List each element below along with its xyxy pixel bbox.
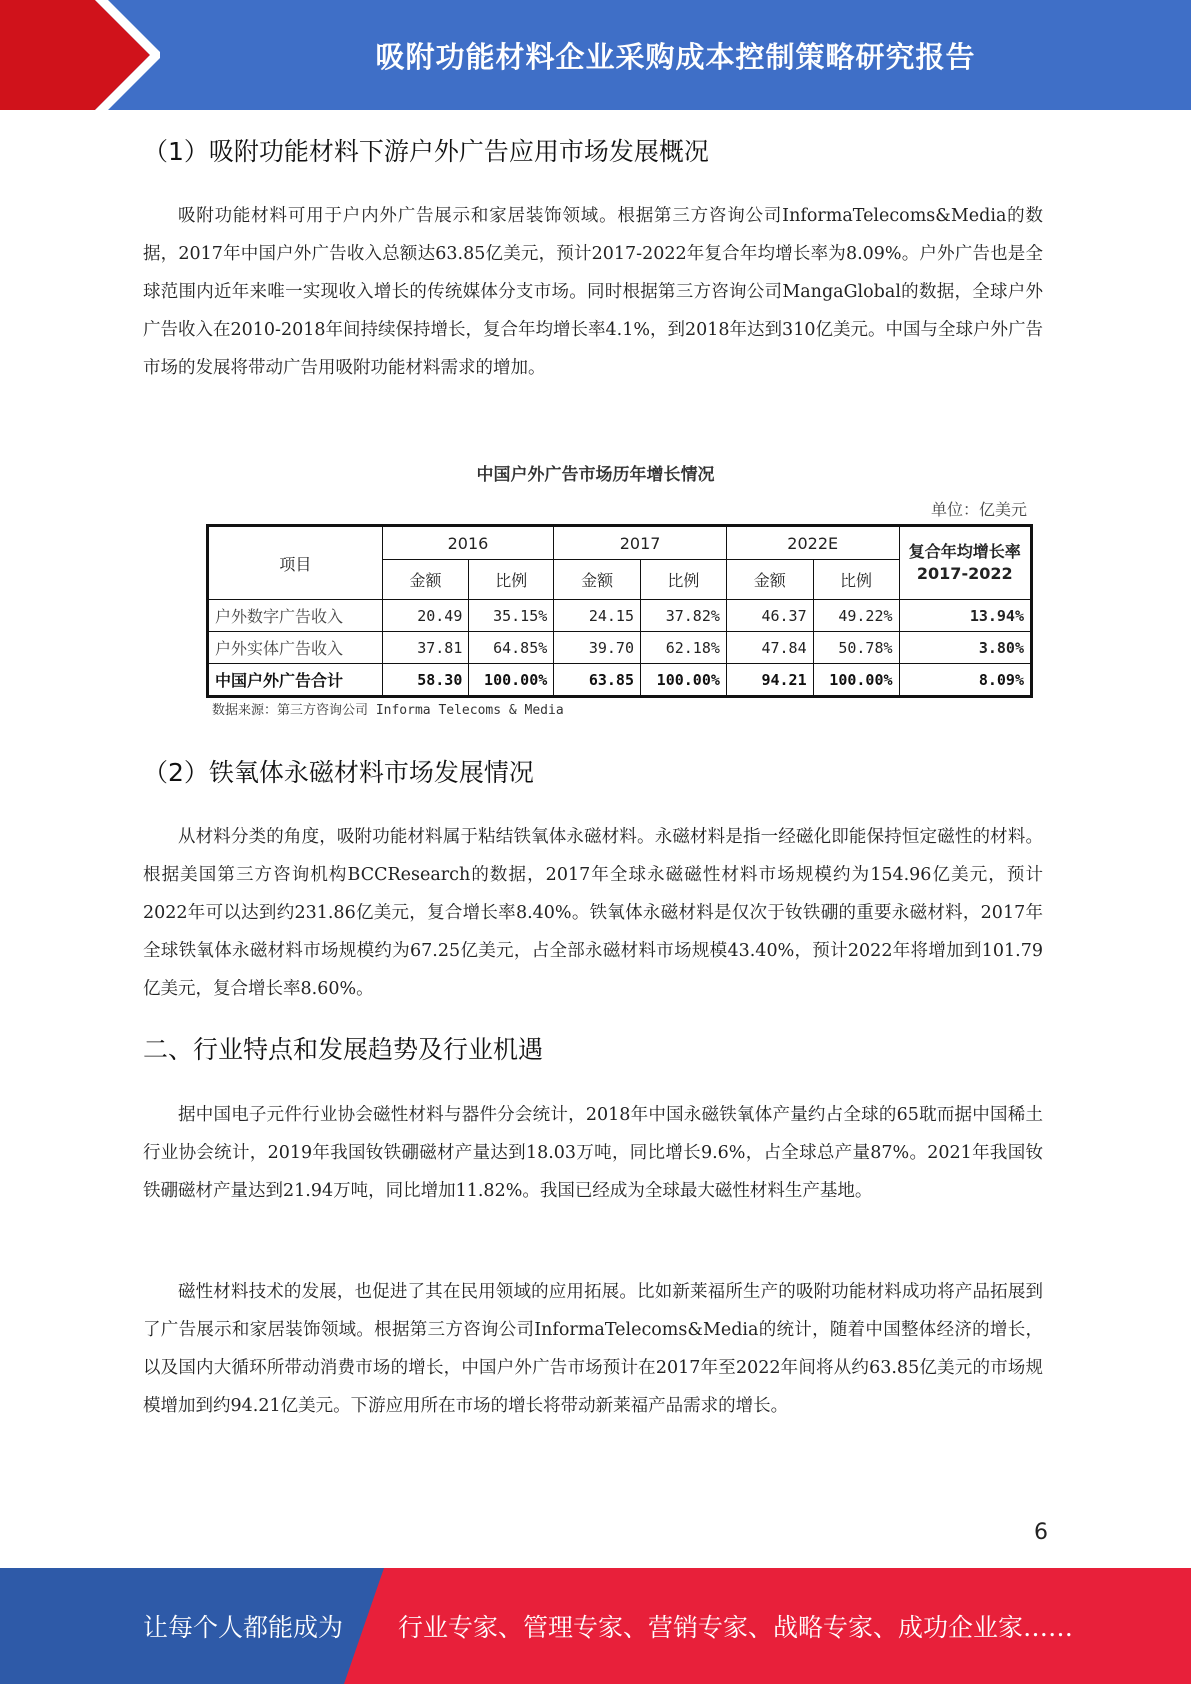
table-unit: 单位：亿美元 bbox=[930, 500, 1027, 519]
cell-amount: 24.15 bbox=[554, 600, 641, 632]
cell-cagr: 8.09% bbox=[899, 664, 1031, 697]
sub-amount: 金额 bbox=[726, 560, 813, 600]
cell-ratio: 49.22% bbox=[813, 600, 899, 632]
table-row bbox=[208, 632, 1032, 664]
footer-slogan-left: 让每个人都能成为 bbox=[143, 1613, 344, 1642]
sub-ratio: 比例 bbox=[813, 560, 899, 600]
section1-heading: （1）吸附功能材料下游户外广告应用市场发展概况 bbox=[143, 137, 709, 166]
cell-ratio: 62.18% bbox=[640, 632, 726, 664]
cell-amount: 94.21 bbox=[726, 664, 813, 697]
cell-cagr: 13.94% bbox=[899, 600, 1031, 632]
cell-ratio: 100.00% bbox=[469, 664, 554, 697]
header-year-2016: 2016 bbox=[382, 526, 554, 560]
header-year-2017: 2017 bbox=[554, 526, 727, 560]
cell-ratio: 64.85% bbox=[469, 632, 554, 664]
table-row-total bbox=[208, 664, 1032, 697]
cell-cagr: 3.80% bbox=[899, 632, 1031, 664]
table-row bbox=[208, 600, 1032, 632]
page-header bbox=[0, 0, 1191, 110]
header-cagr-period: 2017-2022 bbox=[916, 564, 1013, 583]
sub-amount: 金额 bbox=[554, 560, 641, 600]
header-cagr-label: 复合年均增长率 bbox=[908, 542, 1021, 561]
cell-amount: 20.49 bbox=[382, 600, 469, 632]
cell-amount: 37.81 bbox=[382, 632, 469, 664]
table-title: 中国户外广告市场历年增长情况 bbox=[476, 465, 715, 485]
sub-ratio: 比例 bbox=[640, 560, 726, 600]
header-chevron-icon bbox=[0, 0, 160, 110]
page-footer bbox=[0, 1568, 1191, 1684]
cell-amount: 46.37 bbox=[726, 600, 813, 632]
row-label: 中国户外广告合计 bbox=[208, 664, 383, 697]
cell-amount: 63.85 bbox=[554, 664, 641, 697]
cell-ratio: 50.78% bbox=[813, 632, 899, 664]
table-source: 数据来源：第三方咨询公司 Informa Telecoms & Media bbox=[212, 703, 564, 718]
section3-heading: 二、行业特点和发展趋势及行业机遇 bbox=[143, 1035, 544, 1064]
section1-paragraph: 吸附功能材料可用于户内外广告展示和家居装饰领域。根据第三方咨询公司InformaTelecoms&Media的数据，2017年中国户外广告收入总额达63.85亿美元，预计2017-2022年复合年均增长率为8.09%。户外广告也是全球范围内近年来唯一实现收入增长的传统媒体分支市场。同时根据第三方咨询公司MangaGlobal的数据，全球户外广告收入在2010-2018年间持续保持增长，复合年均增长率4.1%，到2018年达到310亿美元。中国与全球户外广告市场的发展将带动广告用吸附功能材料需求的增加。 bbox=[143, 206, 1043, 378]
row-label: 户外实体广告收入 bbox=[208, 632, 383, 664]
header-year-2022e: 2022E bbox=[726, 526, 899, 560]
cell-ratio: 35.15% bbox=[469, 600, 554, 632]
section2-paragraph: 从材料分类的角度，吸附功能材料属于粘结铁氧体永磁材料。永磁材料是指一经磁化即能保持恒定磁性的材料。根据美国第三方咨询机构BCCResearch的数据，2017年全球永磁磁性材料市场规模约为154.96亿美元，预计2022年可以达到约231.86亿美元，复合增长率8.40%。铁氧体永磁材料是仅次于钕铁硼的重要永磁材料，2017年全球铁氧体永磁材料市场规模约为67.25亿美元，占全部永磁材料市场规模43.40%，预计2022年将增加到101.79亿美元，复合增长率8.60%。 bbox=[143, 827, 1043, 999]
report-title: 吸附功能材料企业采购成本控制策略研究报告 bbox=[375, 39, 976, 74]
row-label: 户外数字广告收入 bbox=[208, 600, 383, 632]
cell-ratio: 100.00% bbox=[640, 664, 726, 697]
cell-amount: 39.70 bbox=[554, 632, 641, 664]
header-cagr bbox=[899, 526, 1031, 600]
cell-amount: 47.84 bbox=[726, 632, 813, 664]
sub-ratio: 比例 bbox=[469, 560, 554, 600]
section3-paragraph-1: 据中国电子元件行业协会磁性材料与器件分会统计，2018年中国永磁铁氧体产量约占全球的65耽而据中国稀土行业协会统计，2019年我国钕铁硼磁材产量达到18.03万吨，同比增长9.6%，占全球总产量87%。2021年我国钕铁硼磁材产量达到21.94万吨，同比增加11.82%。我国已经成为全球最大磁性材料生产基地。 bbox=[143, 1105, 1043, 1201]
section3-paragraph-2: 磁性材料技术的发展，也促进了其在民用领域的应用拓展。比如新莱福所生产的吸附功能材料成功将产品拓展到了广告展示和家居装饰领域。根据第三方咨询公司InformaTelecoms&Media的统计，随着中国整体经济的增长，以及国内大循环所带动消费市场的增长，中国户外广告市场预计在2017年至2022年间将从约63.85亿美元的市场规模增加到约94.21亿美元。下游应用所在市场的增长将带动新莱福产品需求的增长。 bbox=[143, 1282, 1043, 1416]
market-growth-table bbox=[206, 524, 1033, 698]
cell-ratio: 100.00% bbox=[813, 664, 899, 697]
header-item: 项目 bbox=[208, 526, 383, 600]
page-number: 6 bbox=[1034, 1520, 1048, 1545]
sub-amount: 金额 bbox=[382, 560, 469, 600]
cell-amount: 58.30 bbox=[382, 664, 469, 697]
section2-heading: （2）铁氧体永磁材料市场发展情况 bbox=[143, 758, 534, 787]
footer-slogan-right: 行业专家、管理专家、营销专家、战略专家、成功企业家…… bbox=[398, 1613, 1074, 1642]
cell-ratio: 37.82% bbox=[640, 600, 726, 632]
